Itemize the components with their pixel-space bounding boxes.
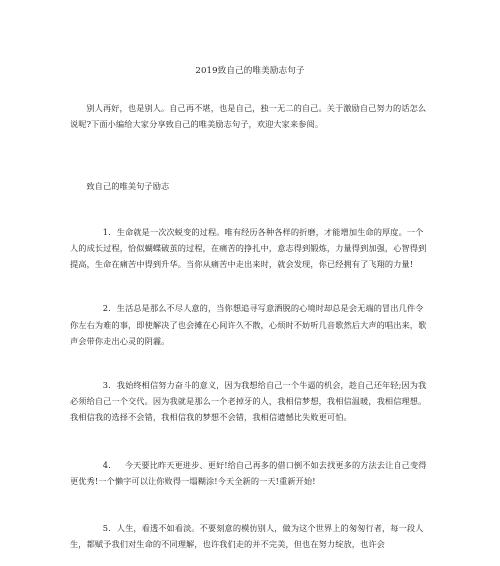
document-title: 2019致自己的唯美励志句子 <box>195 66 305 76</box>
intro-paragraph: 别人再好，也是别人。自己再不堪，也是自己，独一无二的自己。关于激励自己努力的话怎么说呢?下面小编给大家分享致自己的唯美励志句子，欢迎大家来参阅。 <box>70 103 427 130</box>
list-item <box>70 300 430 349</box>
section-heading: 致自己的唯美句子励志 <box>86 180 170 191</box>
item-text: 生活总是那么不尽人意的，当你想追寻写意洒脱的心境时却总是会无端的冒出几件令你左右为难的事，即使解决了也会摊在心间许久不散，心烦时不妨听几音歌然后大声的唱出来，歌声会带你走出心灵的阴霾。 <box>70 303 427 346</box>
list-item <box>70 520 430 552</box>
item-text: 我始终相信努力奋斗的意义，因为我想给自己一个牛逼的机会，趁自己还年轻;因为我必须给自己一个交代。因为我就是那么一个老掉牙的人，我相信梦想，我相信温暖，我相信理想。我相信我的选择不会错，我相信我的梦想不会错，我相信遗憾比失败更可怕。 <box>70 380 427 423</box>
item-number: 1. <box>102 226 111 237</box>
item-text: 人生，看透不如看淡。不要刻意的模仿别人，做为这个世界上的匆匆行者，每一段人生，都赋予我们对生命的不同理解，也许我们走的并不完美，但也在努力绽放，也许会 <box>70 523 424 550</box>
item-number: 2. <box>102 303 111 314</box>
item-text: 生命就是一次次蜕变的过程。唯有经历各种各样的折磨，才能增加生命的厚度。一个人的成长过程，恰似蝴蝶破茧的过程，在痛苦的挣扎中，意志得到锻炼，力量得到加强，心智得到提高，生命在痛苦中得到升华。当你从痛苦中走出来时，就会发现，你已经拥有了飞翔的力量! <box>70 226 427 270</box>
item-number: 4. <box>102 459 111 470</box>
item-text: 今天要比昨天更进步、更好!给自己再多的借口倒不如去找更多的方法去让自己变得更优秀!一个懒字可以让你败得一塌糊涂!今天全新的一天!重新开始! <box>70 459 427 486</box>
list-item <box>70 457 430 489</box>
list-item <box>70 377 430 426</box>
item-number: 5. <box>102 523 111 534</box>
item-number: 3. <box>102 380 111 391</box>
list-item <box>70 224 430 273</box>
